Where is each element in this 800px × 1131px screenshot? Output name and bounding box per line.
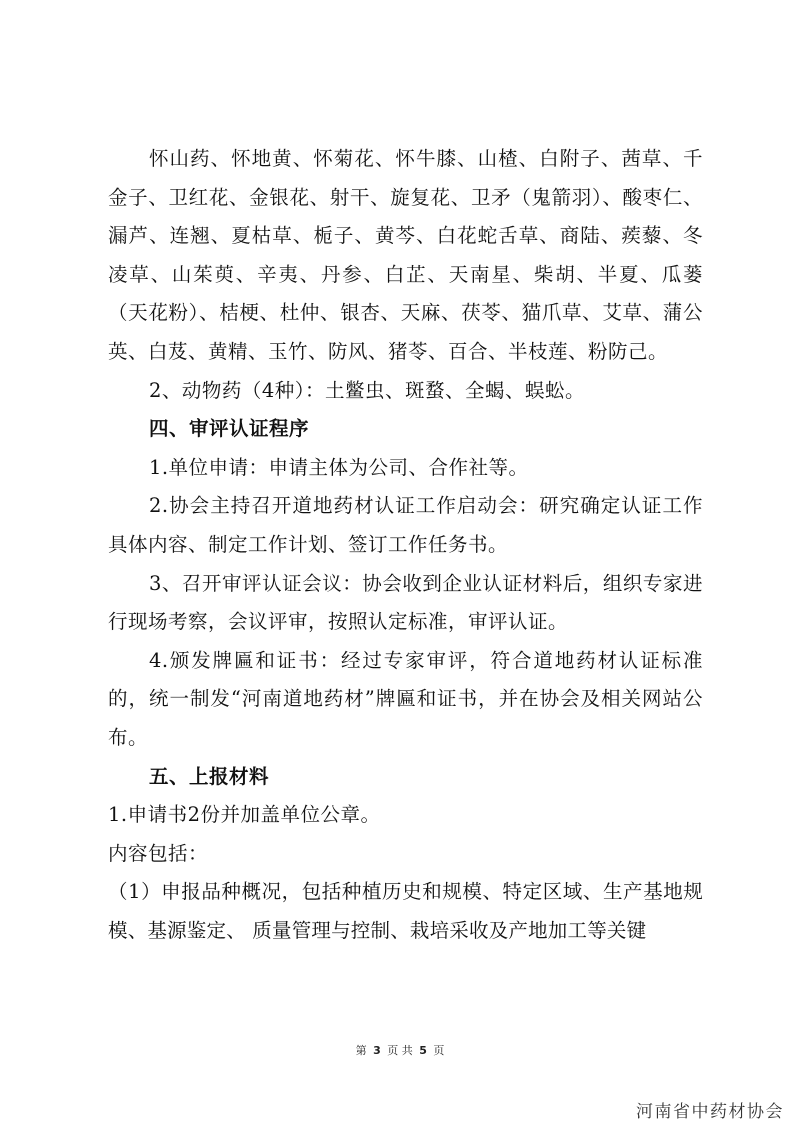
contents-label: 内容包括： [108, 841, 209, 865]
total-page-number: 5 [419, 1044, 427, 1057]
footer-prefix: 第 [355, 1044, 367, 1057]
organization-watermark: 河南省中药材协会 [636, 1102, 784, 1122]
plant-medicine-list: 怀山药、怀地黄、怀菊花、怀牛膝、山楂、白附子、茜草、千金子、卫红花、金银花、射干、旋复花、卫矛（鬼箭羽）、酸枣仁、漏芦、连翘、夏枯草、栀子、黄芩、白花蛇舌草、商陆、蒺藜、冬凌草、山茱萸、辛夷、丹参、白芷、天南星、柴胡、半夏、瓜蒌（天花粉）、桔梗、杜仲、银杏、天麻、茯苓、猫爪草、艾草、蒲公英、白芨、黄精、玉竹、防风、猪苓、百合、半枝莲、粉防己。 [108, 147, 703, 363]
page-footer [0, 1042, 800, 1058]
section-4-heading: 四、审评认证程序 [148, 417, 309, 441]
procedure-step-3: 3、召开审评认证会议：协会收到企业认证材料后，组织专家进行现场考察，会议评审，按照认定标准，审评认证。 [108, 571, 703, 634]
procedure-step-2: 2.协会主持召开道地药材认证工作启动会：研究确定认证工作具体内容、制定工作计划、签订工作任务书。 [108, 494, 703, 556]
material-item-1: 1.申请书2份并加盖单位公章。 [108, 803, 381, 827]
section-5-heading: 五、上报材料 [148, 764, 269, 788]
content-item-1: （1）申报品种概况，包括种植历史和规模、特定区域、生产基地规模、基源鉴定、 质量管理与控制、栽培采收及产地加工等关键 [108, 880, 703, 942]
procedure-step-1: 1.单位申请：申请主体为公司、合作社等。 [148, 455, 529, 479]
current-page-number: 3 [373, 1044, 381, 1057]
footer-middle: 页 共 [387, 1044, 413, 1057]
document-body [108, 140, 703, 950]
animal-medicine-list: 2、动物药（4种）：土鳖虫、斑蝥、全蝎、蜈蚣。 [148, 378, 586, 402]
footer-suffix: 页 [433, 1044, 445, 1057]
procedure-step-4: 4.颁发牌匾和证书：经过专家审评，符合道地药材认证标准的，统一制发“河南道地药材”牌匾和证书，并在协会及相关网站公布。 [108, 648, 703, 749]
